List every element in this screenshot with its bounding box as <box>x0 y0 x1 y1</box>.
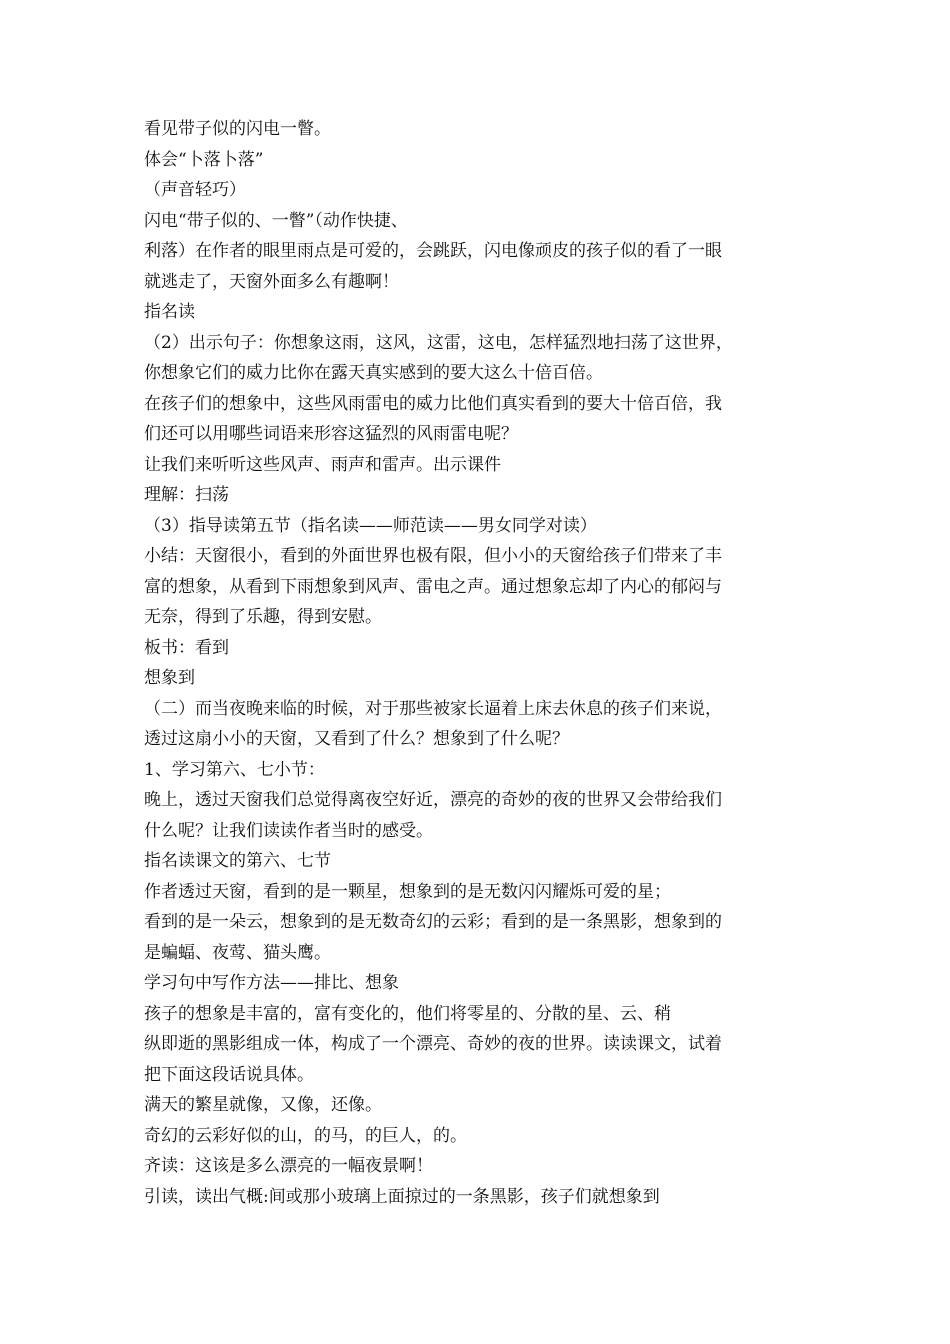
text-line: 让我们来听听这些风声、雨声和雷声。出示课件 <box>144 454 501 475</box>
text-line: 看到的是一朵云，想象到的是无数奇幻的云彩；看到的是一条黑影，想象到的 <box>144 912 722 932</box>
text-line: 什么呢？让我们读读作者当时的感受。 <box>144 820 433 841</box>
text-line: 是蝙蝠、夜莺、猫头鹰。 <box>144 942 331 963</box>
document-body <box>144 114 804 1212</box>
text-line: （3）指导读第五节（指名读——师范读——男女同学对读） <box>144 515 597 536</box>
text-line: 1、学习第六、七小节： <box>144 759 325 780</box>
text-line: 把下面这段话说具体。 <box>144 1064 314 1085</box>
text-line: 晚上，透过天窗我们总觉得离夜空好近，漂亮的奇妙的夜的世界又会带给我们 <box>144 790 722 810</box>
text-line: 们还可以用哪些词语来形容这猛烈的风雨雷电呢？ <box>144 424 518 444</box>
text-line: 指名读课文的第六、七节 <box>144 851 331 871</box>
text-line: 无奈，得到了乐趣，得到安慰。 <box>144 607 382 627</box>
text-line: 利落）在作者的眼里雨点是可爱的，会跳跃，闪电像顽皮的孩子似的看了一眼 <box>144 241 722 261</box>
text-line: 满天的繁星就像，又像，还像。 <box>144 1095 382 1115</box>
text-line: 闪电“带子似的、一瞥”（动作快捷、 <box>144 210 408 231</box>
text-line: （2）出示句子：你想象这雨，这风，这雷，这电，怎样猛烈地扫荡了这世界， <box>144 332 733 353</box>
text-line: 看见带子似的闪电一瞥。 <box>144 119 331 139</box>
text-line: 孩子的想象是丰富的，富有变化的，他们将零星的、分散的星、云、稍 <box>144 1003 671 1024</box>
text-line: 体会“卜落卜落” <box>144 149 264 170</box>
text-line: 齐读：这该是多么漂亮的一幅夜景啊！ <box>144 1156 433 1176</box>
text-line: 想象到 <box>144 668 195 688</box>
text-line: 学习句中写作方法——排比、想象 <box>144 973 399 993</box>
text-line: 就逃走了，天窗外面多么有趣啊！ <box>144 271 399 292</box>
text-line: 指名读 <box>144 302 195 322</box>
text-line: 纵即逝的黑影组成一体，构成了一个漂亮、奇妙的夜的世界。读读课文，试着 <box>144 1034 722 1054</box>
text-line: 板书：看到 <box>144 637 229 658</box>
text-line: 理解：扫荡 <box>144 485 229 505</box>
text-line: 小结：天窗很小，看到的外面世界也极有限，但小小的天窗给孩子们带来了丰 <box>144 546 722 566</box>
text-line: 透过这扇小小的天窗，又看到了什么？想象到了什么呢？ <box>144 729 569 749</box>
text-line: 奇幻的云彩好似的山，的马，的巨人，的。 <box>144 1125 467 1146</box>
text-line: 在孩子们的想象中，这些风雨雷电的威力比他们真实看到的要大十倍百倍，我 <box>144 393 722 414</box>
text-line: 你想象它们的威力比你在露天真实感到的要大这么十倍百倍。 <box>144 363 603 383</box>
text-line: 引读，读出气概:间或那小玻璃上面掠过的一条黑影，孩子们就想象到 <box>144 1186 660 1207</box>
text-line: 作者透过天窗，看到的是一颗星，想象到的是无数闪闪耀烁可爱的星； <box>144 881 671 902</box>
text-line: （声音轻巧） <box>144 180 246 200</box>
text-line: 富的想象，从看到下雨想象到风声、雷电之声。通过想象忘却了内心的郁闷与 <box>144 576 722 597</box>
text-line: （二）而当夜晚来临的时候，对于那些被家长逼着上床去休息的孩子们来说， <box>144 698 722 719</box>
